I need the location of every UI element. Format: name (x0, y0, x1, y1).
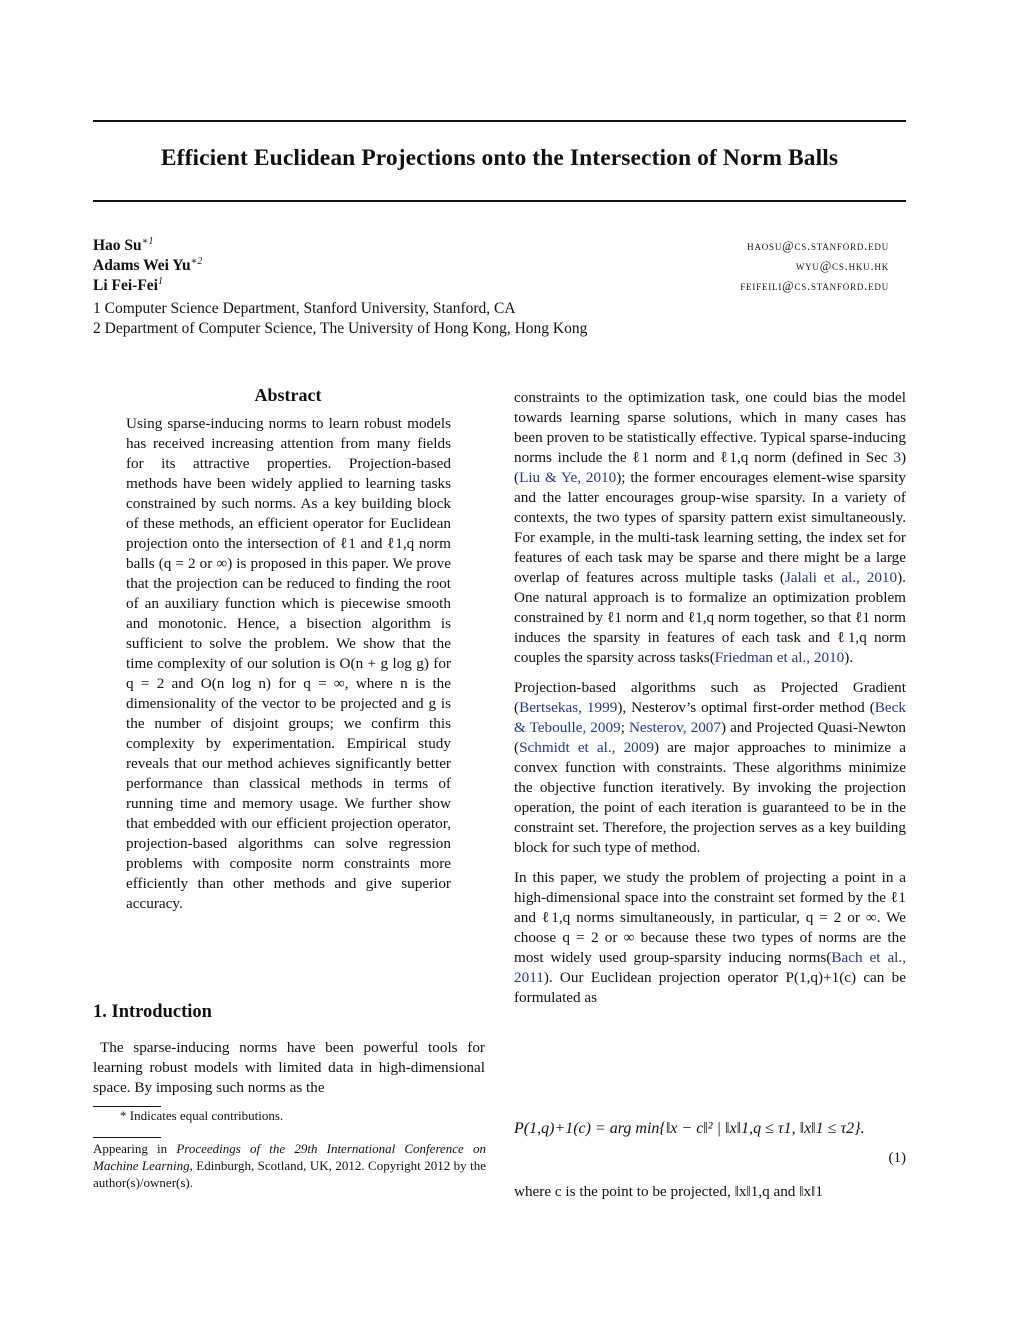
right-paragraph-2 (514, 678, 906, 858)
post-equation-text: where c is the point to be projected, ‖x‖1,q and ‖x‖1 (514, 1183, 823, 1200)
text-fragment: ). (844, 649, 854, 666)
right-paragraph-3 (514, 868, 906, 1008)
citation-jalali[interactable]: Jalali et al., 2010 (784, 569, 898, 586)
author-1 (93, 236, 153, 255)
text-fragment: ; (620, 719, 629, 736)
text-fragment: ), Nesterov’s optimal first-order method ( (617, 699, 875, 716)
section-heading-introduction: 1. Introduction (93, 1002, 212, 1022)
author-2-name: Adams Wei Yu (93, 257, 191, 275)
equation-1: P(1,q)+1(c) = arg min{‖x − c‖² | ‖x‖1,q ≤ τ1, ‖x‖1 ≤ τ2}. (514, 1120, 865, 1137)
author-3-email[interactable]: feifeili@cs.stanford.edu (740, 279, 889, 293)
citation-beck-teboulle[interactable]: Beck & Teboulle, 2009 (514, 699, 907, 736)
author-3-mark: 1 (158, 276, 163, 287)
text-fragment: ) are major approaches to minimize a convex function with constraints. These algorithms minimize the objective function iteratively. By invoking the projection operation, the point of each iteration is guaranteed to be in the constraint set. Therefore, the projection serves as a key building block for such type of method. (514, 739, 906, 856)
text-fragment: ). Our Euclidean projection operator P(1,q)+1(c) can be formulated as (514, 969, 906, 1006)
citation-liu-ye[interactable]: Liu & Ye, 2010 (519, 469, 617, 486)
author-2 (93, 256, 202, 275)
citation-schmidt[interactable]: Schmidt et al., 2009 (519, 739, 654, 756)
text-fragment: ) ( (514, 449, 906, 486)
text-fragment: ); the former encourages element-wise sparsity and the latter encourages group-wise sparsity. In a variety of contexts, the two types of sparsity pattern exist simultaneously. For example, in the multi-task learning setting, the index set for features of each task may be sparse and there might be a large overlap of features across multiple tasks ( (514, 469, 907, 586)
text-fragment: ) and Projected Quasi-Newton ( (514, 719, 906, 756)
author-1-email[interactable]: haosu@cs.stanford.edu (747, 239, 889, 253)
author-1-mark: ∗1 (141, 236, 154, 247)
section-ref-link[interactable]: 3 (893, 449, 901, 466)
footnote-rule (93, 1106, 161, 1107)
text-fragment: constraints to the optimization task, one could bias the model towards learning sparse solutions, which in many cases has been proven to be statistically effective. Typical sparse-inducing norms include the ℓ1 norm and ℓ1,q norm (defined in Sec (514, 389, 906, 466)
top-rule (93, 120, 906, 122)
venue-note (93, 1140, 486, 1191)
right-column (514, 388, 906, 1008)
abstract-body (126, 414, 451, 914)
introduction-body (93, 1038, 485, 1098)
author-2-mark: ∗2 (190, 256, 203, 267)
citation-bach[interactable]: Bach et al., 2011 (514, 949, 906, 986)
affiliation-2: 2 Department of Computer Science, The University of Hong Kong, Hong Kong (93, 320, 588, 337)
citation-friedman[interactable]: Friedman et al., 2010 (714, 649, 845, 666)
venue-proceedings: Proceedings of the 29th International Conference on Machine Learning (93, 1141, 486, 1173)
abstract-text: Using sparse-inducing norms to learn robust models has received increasing attention from many fields for its attractive properties. Projection-based methods have been widely applied to learning tasks constrained by such norms. As a key building block of these methods, an efficient operator for Euclidean projection onto the intersection of ℓ1 and ℓ1,q norm balls (q = 2 or ∞) is proposed in this paper. We prove that the projection can be reduced to finding the root of an auxiliary function which is piecewise smooth and monotonic. Hence, a bisection algorithm is sufficient to solve the problem. We show that the time complexity of our solution is O(n + g log g) for q = 2 and O(n log n) for q = ∞, where n is the dimensionality of the vector to be projected and g is the number of disjoint groups; we confirm this complexity by experimentation. Empirical study reveals that our method achieves significantly better performance than classical methods in terms of running time and memory usage. We further show that embedded with our efficient projection operator, projection-based algorithms can solve regression problems with composite norm constraints more efficiently than other methods and give superior accuracy. (126, 415, 451, 912)
text-fragment: Projection-based algorithms such as Projected Gradient ( (514, 679, 906, 716)
equation-number: (1) (888, 1150, 906, 1166)
venue-suffix: , Edinburgh, Scotland, UK, 2012. Copyright 2012 by the author(s)/owner(s). (93, 1158, 486, 1190)
abstract-heading: Abstract (254, 385, 322, 405)
paper-title: Efficient Euclidean Projections onto the Intersection of Norm Balls (160, 145, 839, 171)
citation-bertsekas[interactable]: Bertsekas, 1999 (519, 699, 618, 716)
right-paragraph-1 (514, 388, 906, 668)
introduction-text: The sparse-inducing norms have been powerful tools for learning robust models with limited data in high-dimensional space. By imposing such norms as the (93, 1039, 485, 1096)
title-bottom-rule (93, 200, 906, 202)
venue-rule (93, 1137, 161, 1138)
text-fragment: In this paper, we study the problem of projecting a point in a high-dimensional space into the constraint set formed by the ℓ1 and ℓ1,q norms simultaneously, in particular, q = 2 or ∞. We choose q = 2 or ∞ because these two types of norms are the most widely used group-sparsity inducing norms( (514, 869, 906, 966)
author-1-name: Hao Su (93, 237, 142, 255)
affiliation-1: 1 Computer Science Department, Stanford University, Stanford, CA (93, 300, 516, 317)
footnote-equal-contribution: * Indicates equal contributions. (120, 1108, 284, 1123)
citation-nesterov[interactable]: Nesterov, 2007 (628, 719, 721, 736)
author-3-name: Li Fei-Fei (93, 277, 158, 295)
author-2-email[interactable]: wyu@cs.hku.hk (795, 259, 889, 273)
venue-prefix: Appearing in (93, 1141, 177, 1156)
author-3 (93, 276, 163, 295)
text-fragment: ). One natural approach is to formalize an optimization problem constrained by ℓ1 norm and ℓ1,q norm together, so that ℓ1 norm induces the sparsity in features of each task and ℓ1,q norm couples the sparsity across tasks( (514, 569, 906, 666)
